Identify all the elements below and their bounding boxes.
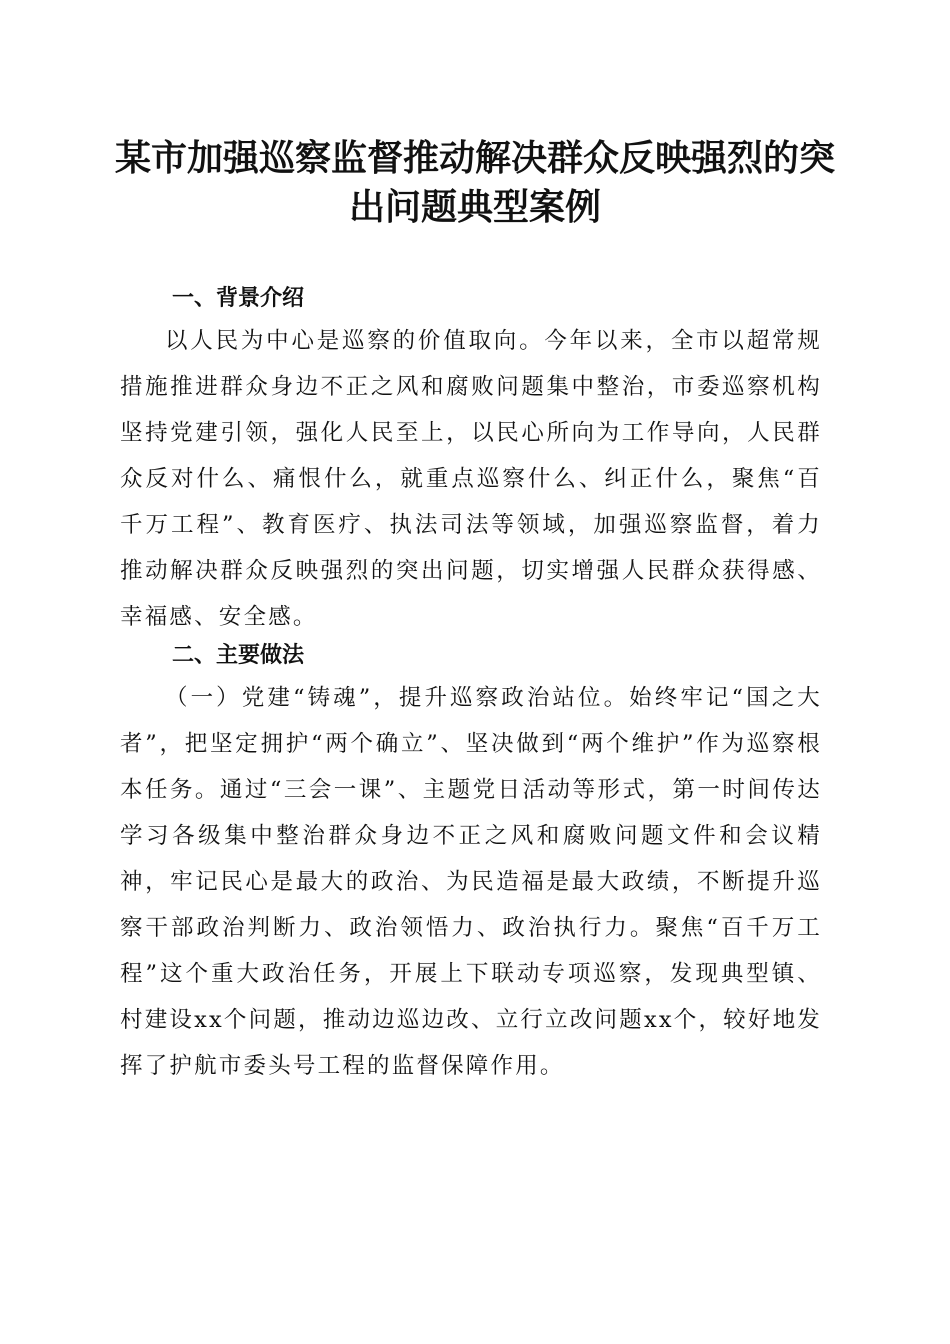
title-line-2: 出问题典型案例 <box>348 186 601 228</box>
section-heading-background: 一、背景介绍 <box>172 286 305 311</box>
main-practices-paragraph-1 <box>120 675 822 1089</box>
paragraph-body-text: 始终牢记“国之大者”，把坚定拥护“两个确立”、坚决做到“两个维护”作为巡察根本任务。通过“三会一课”、主题党日活动等形式，第一时间传达学习各级集中整治群众身边不正之风和腐败问题文件和会议精神，牢记民心是最大的政治、为民造福是最大政绩，不断提升巡察干部政治判断力、政治领悟力、政治执行力。聚焦“百千万工程”这个重大政治任务，开展上下联动专项巡察，发现典型镇、村建设xx个问题，推动边巡边改、立行立改问题xx个，较好地发挥了护航市委头号工程的监督保障作用。 <box>120 685 822 1079</box>
document-title <box>110 134 840 232</box>
paragraph-lead-sentence: （一）党建“铸魂”，提升巡察政治站位。 <box>165 685 630 711</box>
background-paragraph: 以人民为中心是巡察的价值取向。今年以来，全市以超常规措施推进群众身边不正之风和腐败问题集中整治，市委巡察机构坚持党建引领，强化人民至上，以民心所向为工作导向，人民群众反对什么、痛恨什么，就重点巡察什么、纠正什么，聚焦“百千万工程”、教育医疗、执法司法等领域，加强巡察监督，着力推动解决群众反映强烈的突出问题，切实增强人民群众获得感、幸福感、安全感。 <box>120 328 822 630</box>
title-line-1: 某市加强巡察监督推动解决群众反映强烈的突 <box>114 137 835 179</box>
section-heading-main-practices: 二、主要做法 <box>172 643 305 668</box>
